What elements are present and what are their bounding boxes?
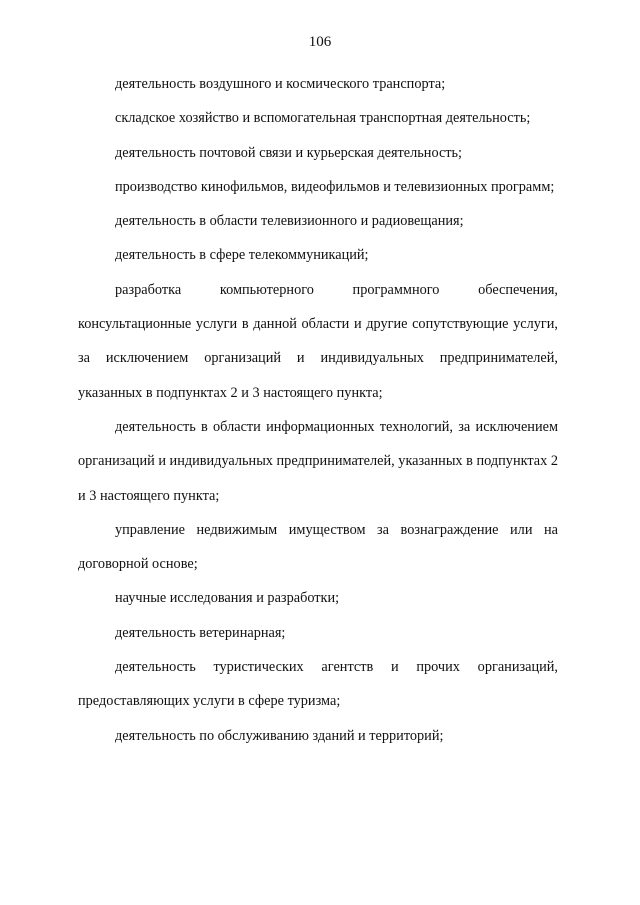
paragraph: управление недвижимым имуществом за вознаграждение или на договорной основе; [78, 521, 558, 573]
paragraph: деятельность воздушного и космического транспорта; [115, 76, 446, 92]
paragraph: производство кинофильмов, видеофильмов и телевизионных программ; [115, 178, 555, 195]
text-body [78, 67, 558, 753]
paragraph: деятельность в сфере телекоммуникаций; [115, 247, 369, 264]
paragraph: деятельность почтовой связи и курьерская деятельность; [115, 144, 463, 161]
paragraph: деятельность туристических агентств и прочих организаций, предоставляющих услуги в сфере туризма; [78, 659, 558, 710]
paragraph: научные исследования и разработки; [115, 590, 340, 607]
paragraph: складское хозяйство и вспомогательная транспортная деятельность; [115, 110, 531, 127]
paragraph: деятельность по обслуживанию зданий и территорий; [115, 727, 444, 744]
page-number: 106 [308, 34, 332, 50]
paragraph: деятельность ветеринарная; [115, 624, 286, 641]
paragraph: деятельность в области информационных технологий, за исключением организаций и индивидуальных предпринимателей, указанных в подпунктах 2 и 3 настоящего пункта; [78, 418, 558, 504]
paragraph: деятельность в области телевизионного и радиовещания; [115, 213, 464, 230]
paragraph: разработка компьютерного программного обеспечения, консультационные услуги в данной области и другие сопутствующие услуги, за исключением организаций и индивидуальных предпринимателей, указанных в подпунктах 2 и 3 настоящего пункта; [78, 281, 558, 401]
